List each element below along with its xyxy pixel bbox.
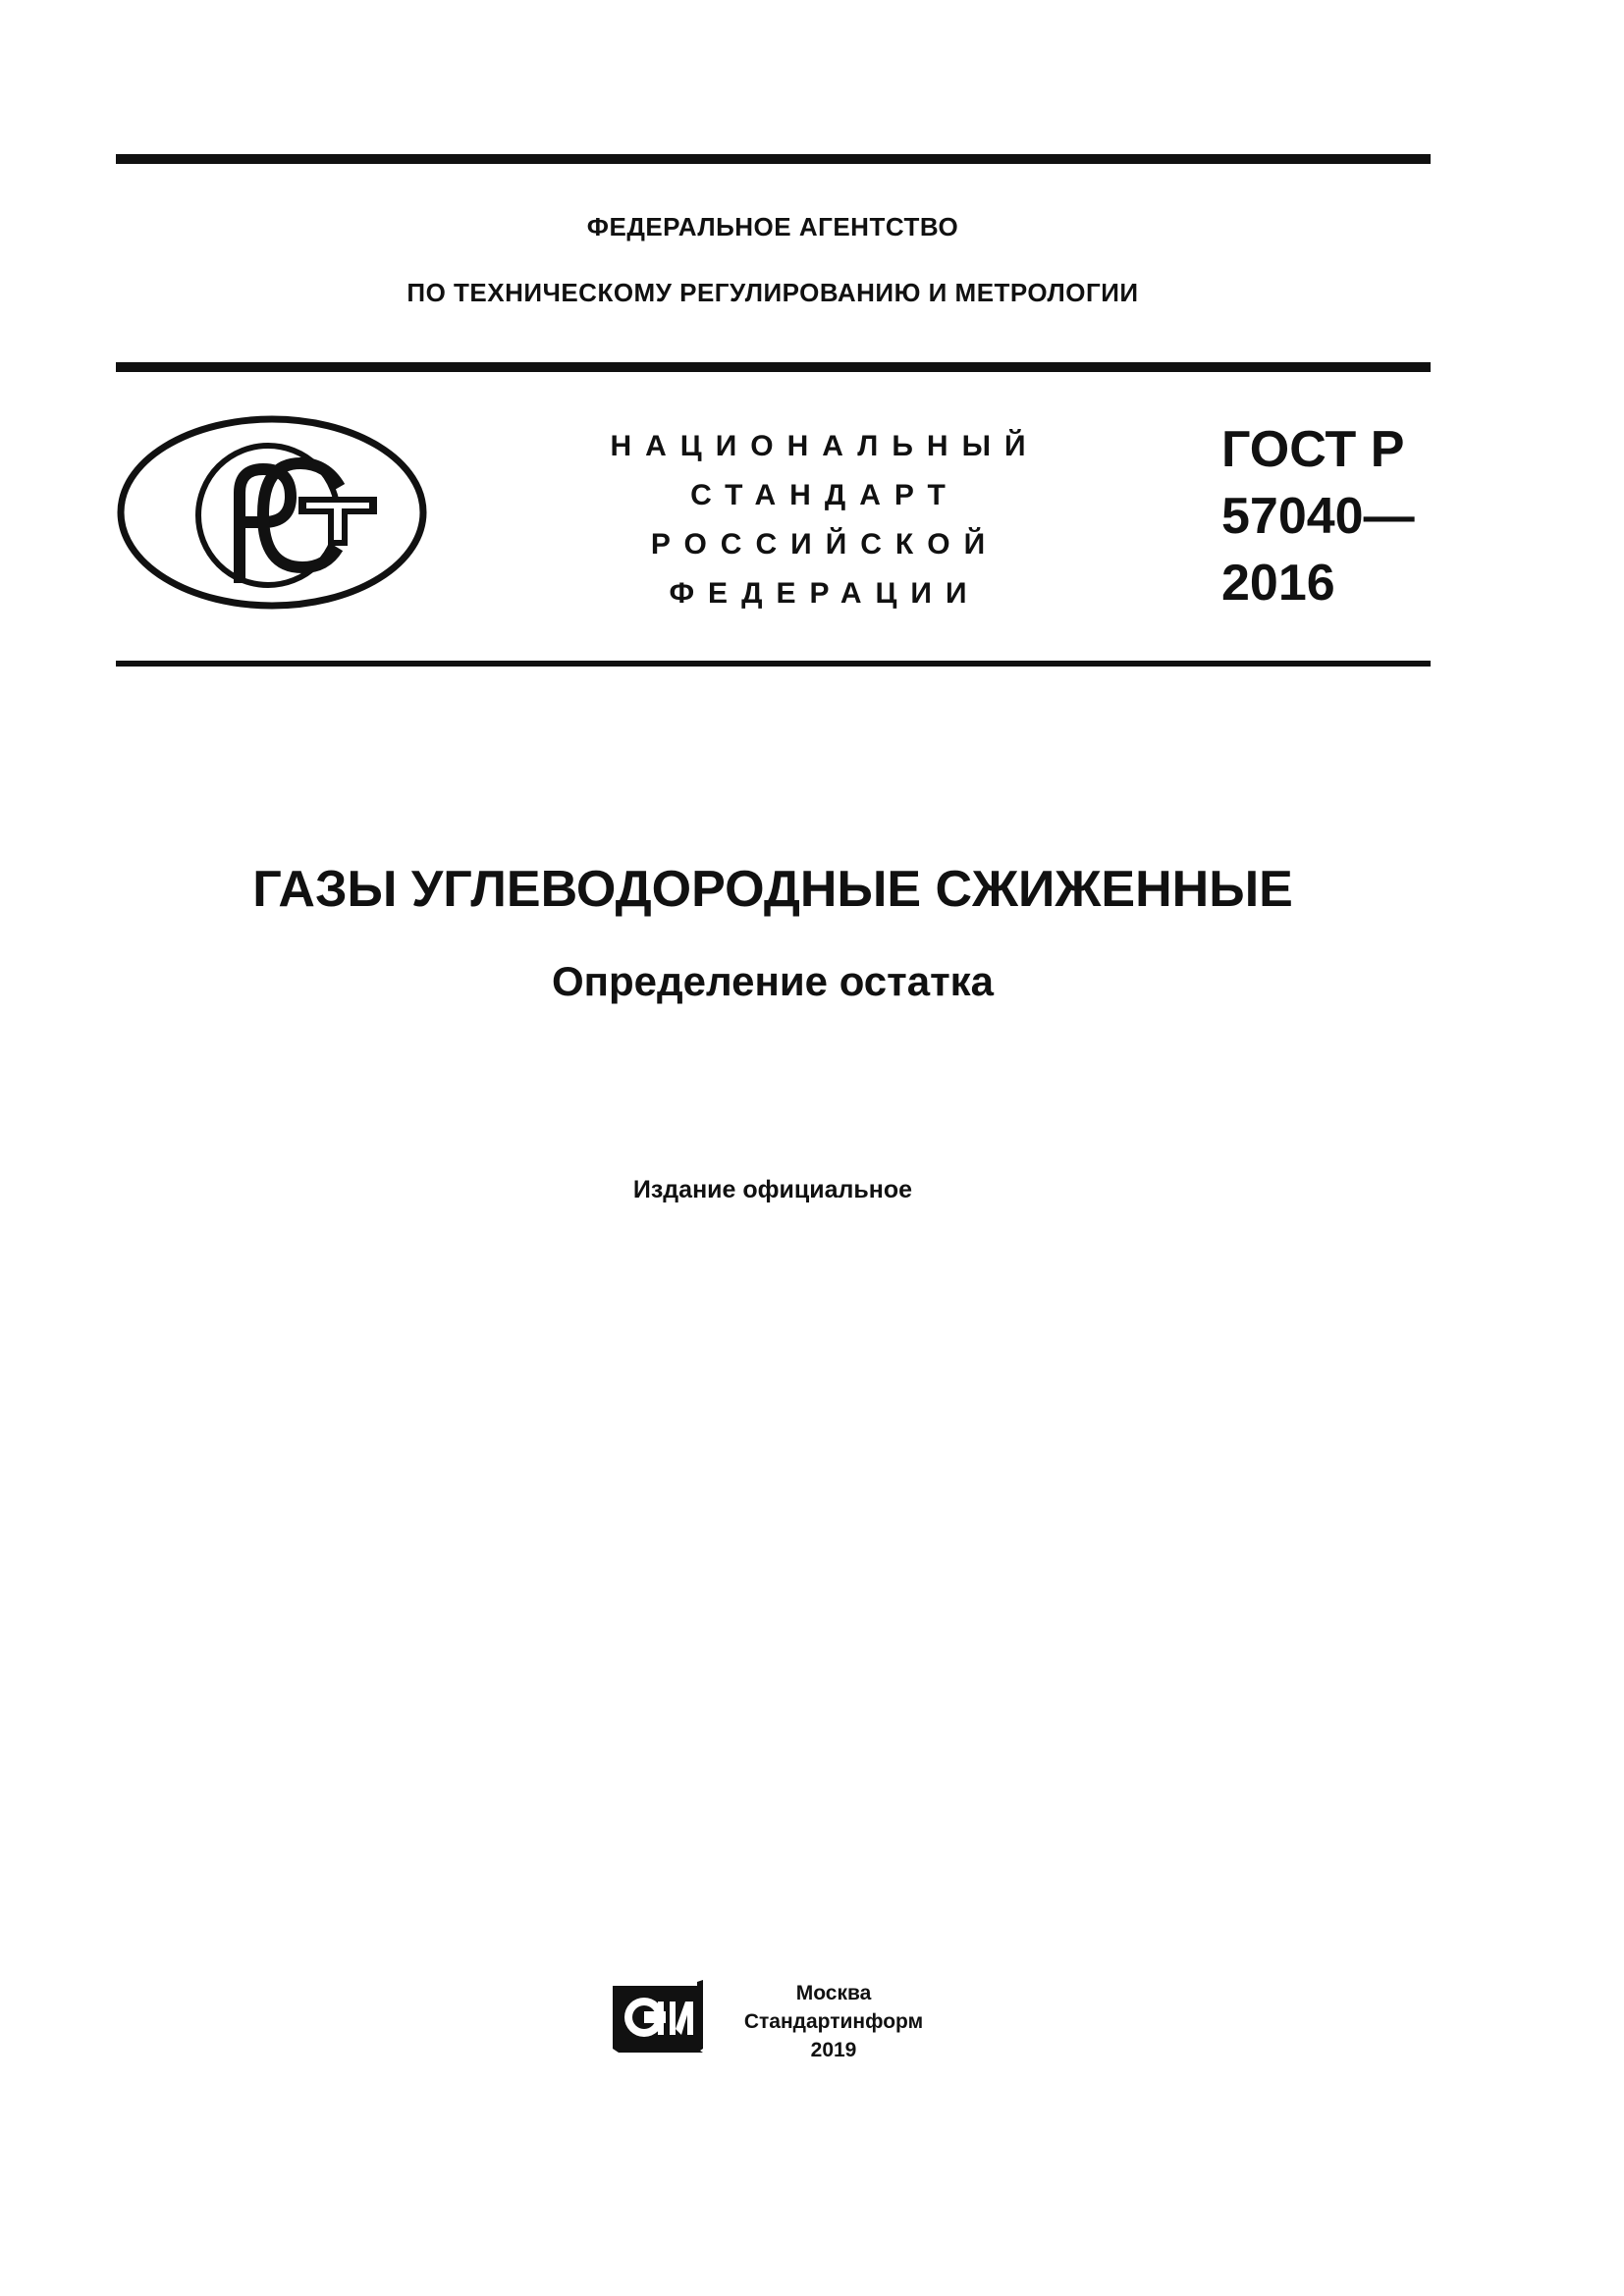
top-rule [116, 154, 1431, 164]
document-title: ГАЗЫ УГЛЕВОДОРОДНЫЕ СЖИЖЕННЫЕ [252, 861, 1293, 918]
document-subtitle: Определение остатка [551, 958, 995, 1004]
publisher-info [717, 1979, 950, 2064]
bottom-rule [116, 661, 1431, 667]
agency-line-2: ПО ТЕХНИЧЕСКОМУ РЕГУЛИРОВАНИЮ И МЕТРОЛОГИИ [406, 278, 1139, 307]
national-standard-line-3: РОССИЙСКОЙ [650, 528, 1000, 561]
national-standard-line-2: СТАНДАРТ [690, 479, 959, 511]
edition-label: Издание официальное [632, 1176, 913, 1203]
publisher-name: Стандартинформ [743, 2010, 924, 2033]
middle-rule [116, 362, 1431, 372]
rst-certification-logo-icon [116, 414, 428, 611]
national-standard-line-4: ФЕДЕРАЦИИ [669, 577, 981, 610]
national-standard-label [589, 422, 1060, 618]
standartinform-logo-icon [611, 1980, 705, 2055]
gost-designation [1221, 416, 1415, 616]
agency-line-1: ФЕДЕРАЛЬНОЕ АГЕНТСТВО [586, 212, 959, 241]
gost-line-3: 2016 [1221, 555, 1335, 612]
national-standard-line-1: НАЦИОНАЛЬНЫЙ [610, 430, 1040, 462]
gost-line-1: ГОСТ Р [1221, 421, 1405, 478]
publisher-city: Москва [795, 1982, 872, 2004]
publisher-year: 2019 [810, 2039, 857, 2061]
gost-line-2: 57040— [1221, 488, 1415, 545]
